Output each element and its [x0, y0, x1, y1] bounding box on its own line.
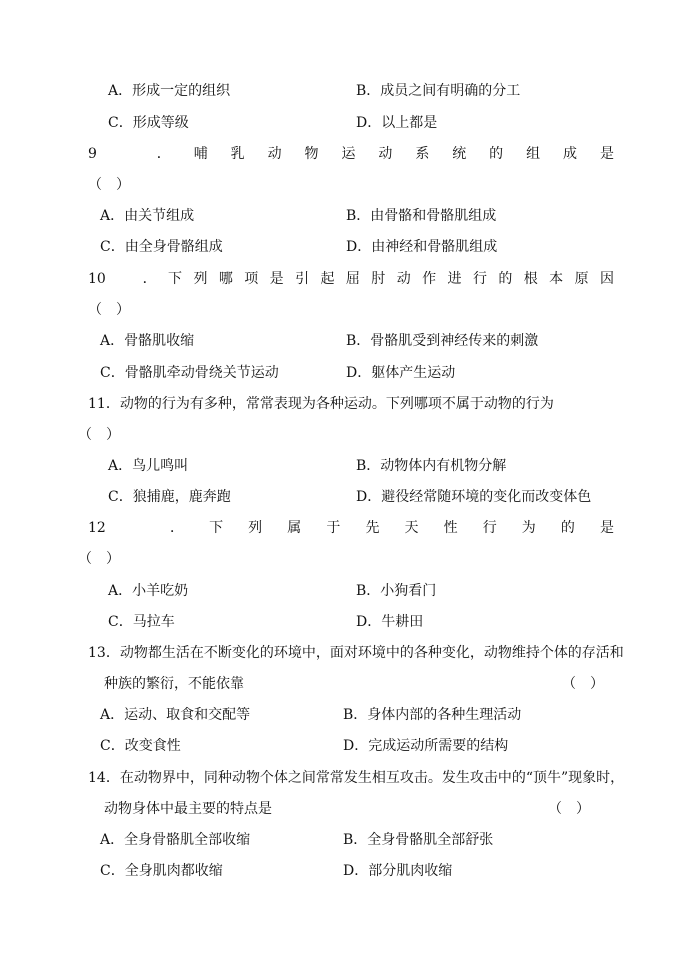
- q14-stem-line1: 14．在动物界中，同种动物个体之间常常发生相互攻击。发生攻击中的“顶牛”现象时，: [88, 770, 625, 786]
- q12-answer-paren: （ ）: [78, 551, 120, 567]
- q10-answer-paren: （ ）: [88, 302, 130, 318]
- q12-option-b: B．小狗看门: [356, 583, 437, 599]
- q13-stem-line1: 13．动物都生活在不断变化的环境中，面对环境中的各种变化，动物维持个体的存活和: [88, 645, 624, 661]
- q9-option-d: D．由神经和骨骼肌组成: [346, 239, 498, 255]
- q13-option-b: B．身体内部的各种生理活动: [343, 707, 522, 723]
- q11-option-a: A．鸟儿鸣叫: [108, 458, 189, 474]
- q8-option-d: D．以上都是: [356, 115, 438, 131]
- q11-answer-paren: （ ）: [78, 427, 120, 443]
- q12-option-c: C．马拉车: [108, 614, 175, 630]
- q9-option-a: A．由关节组成: [100, 208, 195, 224]
- q11-option-b: B．动物体内有机物分解: [356, 458, 507, 474]
- q11-stem: 11．动物的行为有多种，常常表现为各种运动。下列哪项不属于动物的行为: [88, 396, 554, 412]
- q9-option-b: B．由骨骼和骨骼肌组成: [346, 208, 497, 224]
- q12-stem: 12 ．下列属于先天性行为的是: [88, 520, 614, 536]
- q13-option-a: A．运动、取食和交配等: [100, 707, 251, 723]
- q9-option-c: C．由全身骨骼组成: [100, 239, 223, 255]
- q8-option-c: C．形成等级: [108, 115, 189, 131]
- q10-option-b: B．骨骼肌受到神经传来的刺激: [346, 333, 539, 349]
- q13-answer-paren: （ ）: [562, 676, 604, 692]
- q11-option-c: C．狼捕鹿，鹿奔跑: [108, 489, 231, 505]
- q11-option-d: D．避役经常随环境的变化而改变体色: [356, 489, 592, 505]
- q13-option-c: C．改变食性: [100, 738, 181, 754]
- q8-option-b: B．成员之间有明确的分工: [356, 83, 521, 99]
- q14-answer-paren: （ ）: [548, 801, 590, 817]
- q12-option-a: A．小羊吃奶: [108, 583, 189, 599]
- q14-option-d: D．部分肌肉收缩: [343, 863, 453, 879]
- q10-option-a: A．骨骼肌收缩: [100, 333, 195, 349]
- q13-stem-line2: 种族的繁衍，不能依靠: [104, 676, 244, 692]
- q10-option-d: D．躯体产生运动: [346, 365, 456, 381]
- q14-option-a: A．全身骨骼肌全部收缩: [100, 832, 251, 848]
- q14-option-b: B．全身骨骼肌全部舒张: [343, 832, 494, 848]
- q14-stem-line2: 动物身体中最主要的特点是: [104, 801, 272, 817]
- q9-stem: 9 ．哺乳动物运动系统的组成是: [88, 146, 614, 162]
- q13-option-d: D．完成运动所需要的结构: [343, 738, 509, 754]
- q9-answer-paren: （ ）: [88, 177, 130, 193]
- q10-stem: 10 ．下列哪项是引起屈肘动作进行的根本原因: [88, 271, 614, 287]
- q10-option-c: C．骨骼肌牵动骨绕关节运动: [100, 365, 279, 381]
- q8-option-a: A．形成一定的组织: [108, 83, 231, 99]
- q12-option-d: D．牛耕田: [356, 614, 424, 630]
- q14-option-c: C．全身肌肉都收缩: [100, 863, 223, 879]
